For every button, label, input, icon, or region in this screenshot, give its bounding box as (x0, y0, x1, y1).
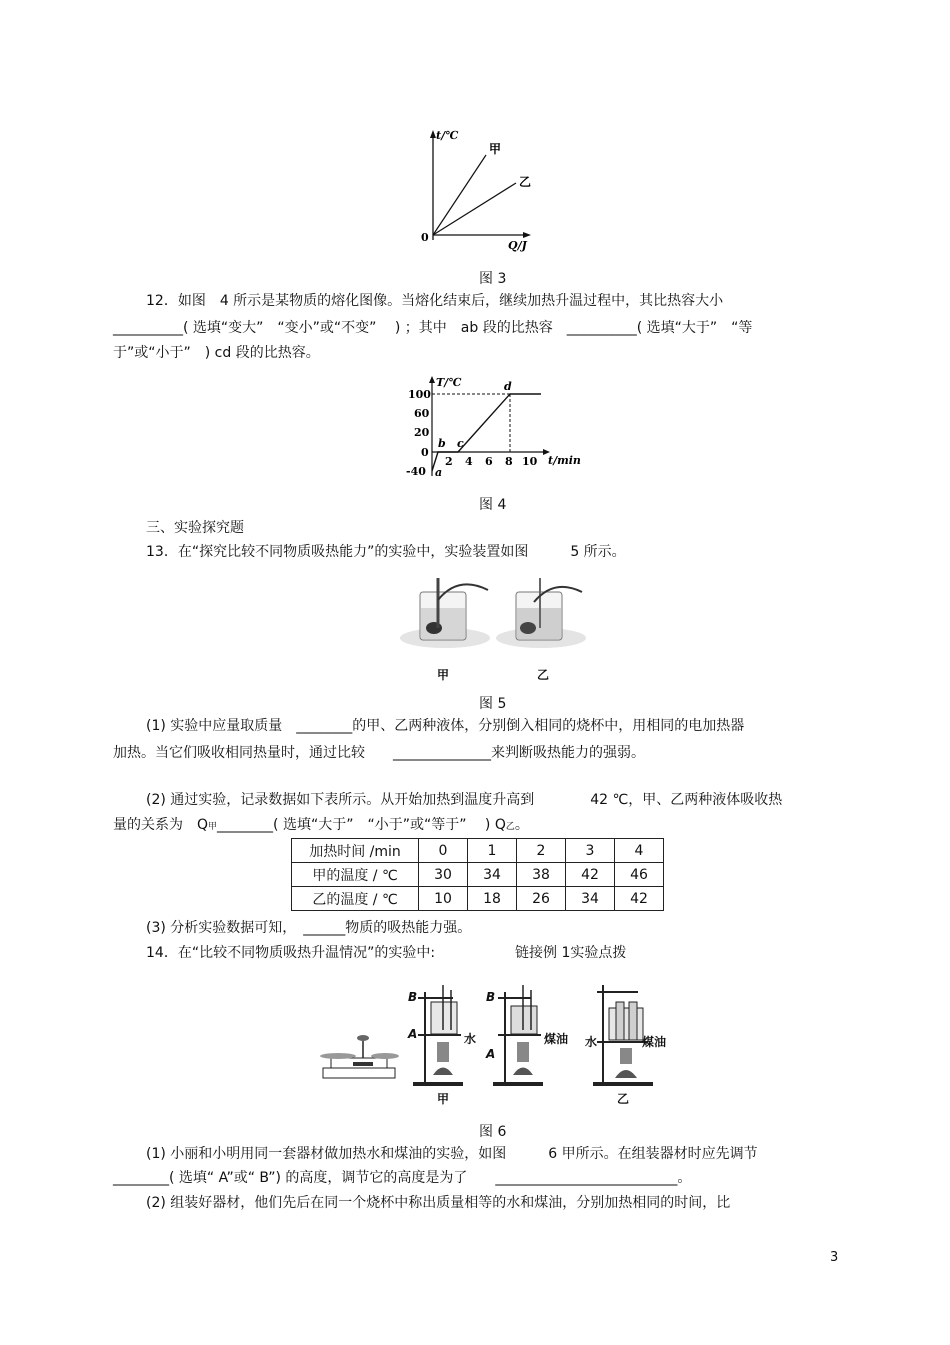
q12-line-3: 于”或“小于” ) cd 段的比热容。 (113, 345, 320, 361)
figure-6-apparatus (313, 980, 678, 1088)
q-sub-jia: 甲 (208, 822, 218, 832)
fig6-label-water2: 水 (585, 1035, 598, 1049)
q13-part2-line2: 量的关系为 Q甲________( 选填“大于” “小于”或“等于” ) Q乙。 (113, 817, 529, 833)
q12-line-2: __________( 选填“变大” “变小”或“不变” ) ；其中 ab 段的比热容 __________( 选填“大于” “等 (113, 320, 753, 336)
figure-5-caption: 图 5 (479, 696, 507, 712)
fig6-label-A1: A (408, 1027, 418, 1041)
figure-3-graph (418, 125, 538, 255)
fig6-label-A2: A (486, 1047, 496, 1061)
balance-scale (320, 1035, 399, 1078)
fig3-y-label: t/℃ (436, 129, 459, 142)
figure-5-apparatus (398, 570, 588, 655)
fig4-ytick-100: 100 (408, 388, 431, 401)
table-row: 甲的温度 / ℃ 30 34 38 42 46 (292, 863, 664, 887)
table-row: 加热时间 /min 0 1 2 3 4 (292, 839, 664, 863)
fig4-ytick-20: 20 (414, 426, 430, 439)
q-sub-yi: 乙 (505, 822, 515, 832)
fig4-point-c: c (457, 437, 464, 450)
fig4-ytick-neg40: -40 (406, 465, 426, 478)
q13-intro: 13．在“探究比较不同物质吸热能力”的实验中，实验装置如图 5 所示。 (146, 544, 626, 560)
figure-4-caption: 图 4 (479, 497, 507, 513)
fig4-point-d: d (504, 380, 512, 393)
fig3-line-yi (433, 183, 516, 235)
fig4-xtick-6: 6 (485, 455, 493, 468)
fig3-label-jia: 甲 (489, 142, 502, 156)
fig3-x-label: Q/J (508, 239, 527, 252)
q14-part2-line1: (2) 组装好器材，他们先后在同一个烧杯中称出质量相等的水和煤油，分别加热相同的时间，比 (146, 1195, 731, 1211)
q12-line-1: 12．如图 4 所示是某物质的熔化图像。当熔化结束后，继续加热升温过程中，其比热容大小 (146, 293, 724, 309)
table-row-jia-label: 甲的温度 / ℃ (292, 863, 419, 887)
figure-4-graph (400, 374, 585, 484)
fig3-origin: 0 (421, 231, 429, 244)
fig4-y-label: T/℃ (436, 376, 462, 389)
fig3-line-jia (433, 155, 486, 235)
fig6-label-kerosene2: 煤油 (642, 1035, 667, 1049)
q14-link: 链接例 1实验点拨 (515, 945, 627, 961)
fig5-label-yi: 乙 (537, 668, 550, 682)
figure-3-caption: 图 3 (479, 271, 507, 287)
fig4-ytick-0: 0 (421, 446, 429, 459)
q13-part1-line1: (1) 实验中应量取质量 ________的甲、乙两种液体，分别倒入相同的烧杯中，用相同的电加热器 (146, 718, 745, 734)
apparatus-jia-water (413, 985, 463, 1086)
q13-data-table (291, 838, 664, 911)
q14-part1-line2: ________( 选填“ A”或“ B”) 的高度，调节它的高度是为了 __________________________。 (113, 1170, 692, 1186)
q13-part3: (3) 分析实验数据可知， ______物质的吸热能力强。 (146, 920, 472, 936)
fig4-ytick-60: 60 (414, 407, 430, 420)
fig6-label-yi: 乙 (617, 1092, 630, 1106)
apparatus-jia-kerosene (493, 985, 543, 1086)
fig6-label-jia: 甲 (437, 1092, 450, 1106)
figure-6-caption: 图 6 (479, 1124, 507, 1140)
fig4-xtick-4: 4 (465, 455, 473, 468)
table-row: 乙的温度 / ℃ 10 18 26 34 42 (292, 887, 664, 911)
q14-part1-line1: (1) 小丽和小明用同一套器材做加热水和煤油的实验，如图 6 甲所示。在组装器材时应先调节 (146, 1146, 758, 1162)
q14-intro: 14．在“比较不同物质吸热升温情况”的实验中: (146, 945, 436, 961)
page-number: 3 (830, 1250, 839, 1265)
fig3-label-yi: 乙 (519, 175, 532, 189)
fig4-x-label: t/min (548, 454, 581, 467)
table-row-yi-label: 乙的温度 / ℃ (292, 887, 419, 911)
q13-part1-line2: 加热。当它们吸收相同热量时，通过比较 ______________来判断吸热能力的强弱。 (113, 745, 645, 761)
fig4-xtick-10: 10 (522, 455, 538, 468)
fig4-xtick-2: 2 (445, 455, 453, 468)
fig6-label-B2: B (486, 990, 496, 1004)
section-3-title: 三、实验探究题 (146, 520, 244, 536)
fig5-label-jia: 甲 (437, 668, 450, 682)
fig4-xtick-8: 8 (505, 455, 513, 468)
q13-part2-line1: (2) 通过实验，记录数据如下表所示。从开始加热到温度升高到 42 ℃，甲、乙两种液体吸收热 (146, 792, 783, 808)
fig6-label-kerosene1: 煤油 (544, 1032, 569, 1046)
fig6-label-B1: B (408, 990, 418, 1004)
fig4-point-b: b (438, 437, 446, 450)
fig4-point-a: a (435, 466, 443, 479)
fig6-label-water1: 水 (464, 1032, 477, 1046)
table-header-label: 加热时间 /min (292, 839, 419, 863)
